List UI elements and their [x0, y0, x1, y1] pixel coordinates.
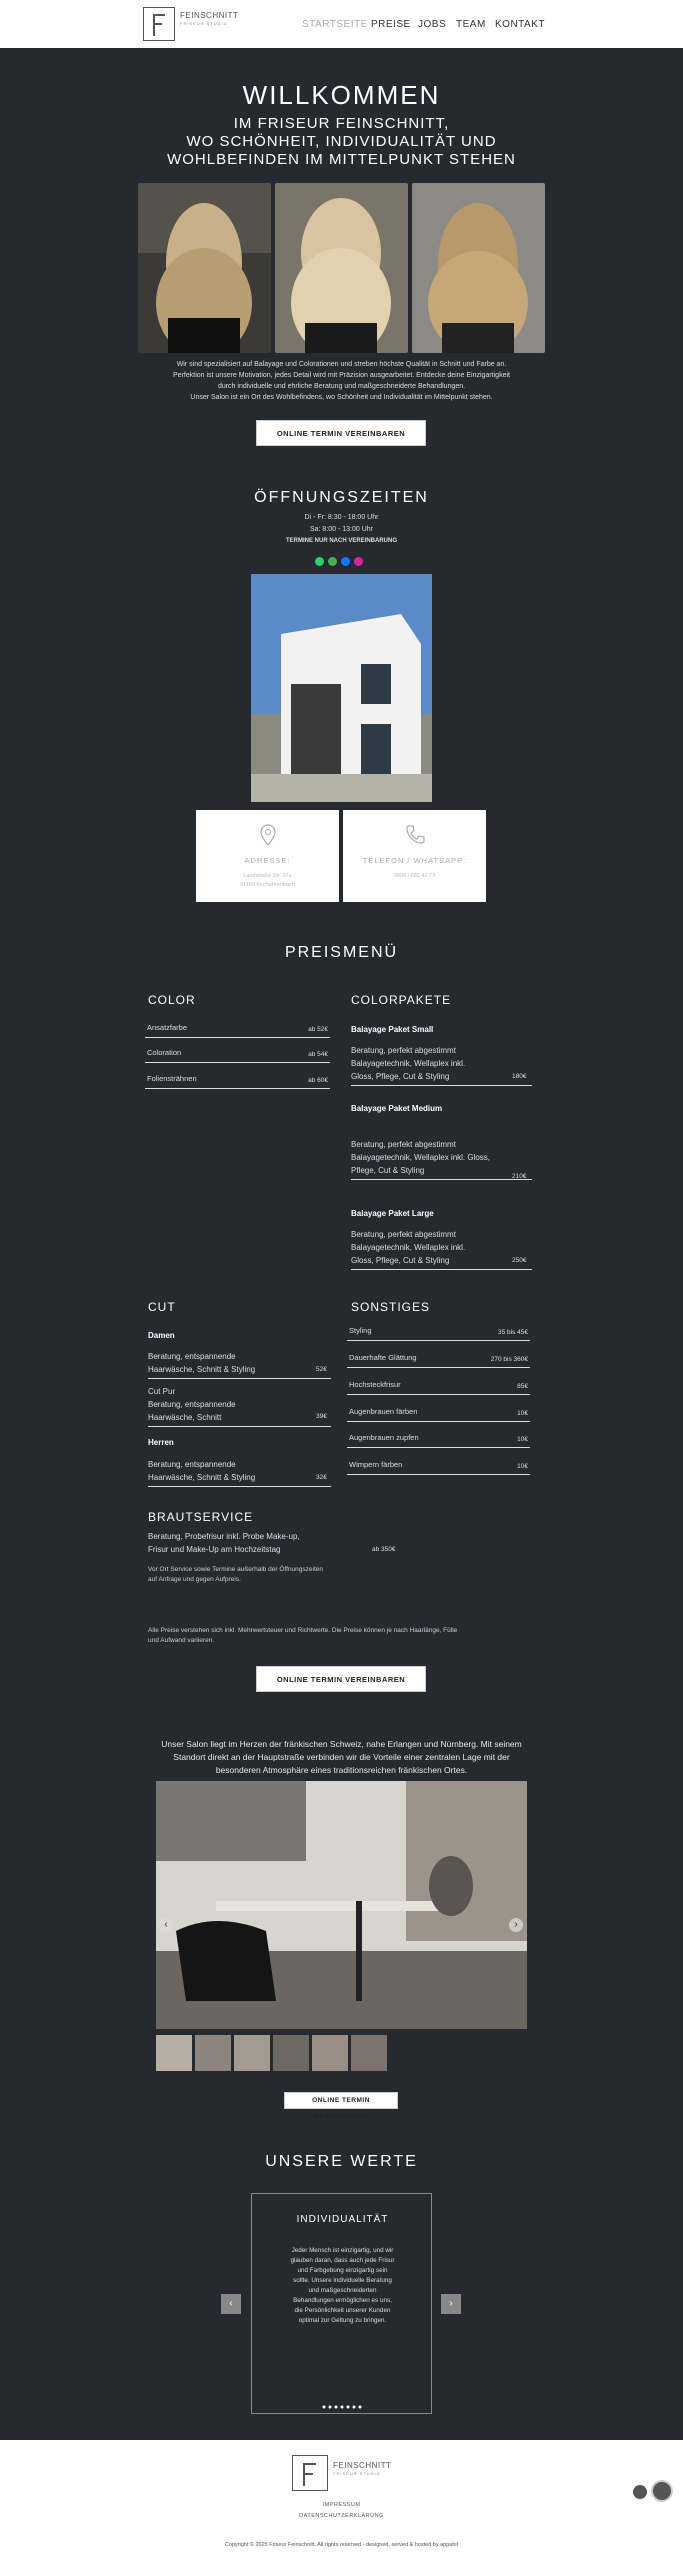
paket-medium-title: Balayage Paket Medium [351, 1104, 443, 1113]
welcome-title: WILLKOMMEN [242, 80, 441, 110]
herren-price: 32€ [316, 1474, 327, 1481]
values-title: UNSERE WERTE [265, 2153, 418, 2170]
color-title: COLOR [148, 993, 196, 1007]
hero-photo-3 [412, 183, 545, 353]
hero-photo-2 [275, 183, 408, 353]
site-footer [0, 2440, 683, 2560]
carousel-dots[interactable] [322, 2396, 364, 2400]
facebook-icon[interactable] [341, 557, 350, 566]
damen-desc: Beratung, entspannende Haarwäsche, Schnitt & Styling [148, 1350, 331, 1379]
whatsapp-icon[interactable] [315, 557, 324, 566]
chevron-left-icon[interactable]: ‹ [221, 2294, 241, 2314]
phone-icon[interactable] [328, 557, 337, 566]
address-lines: Landstraße Str. 17a 91180 Kirchehrenbach [240, 873, 295, 888]
paket-large-desc: Beratung, perfekt abgestimmt Balayagetechnik, Wellaplex inkl. Gloss, Pflege, Cut & Styling [351, 1228, 532, 1270]
damen-price: 52€ [316, 1366, 327, 1373]
salon-gallery-image [156, 1781, 527, 2029]
values-card-text: Jeder Mensch ist einzigartig, und wir glauben daran, dass auch jede Frisur und Farbgebung einzigartig sein sollte. Unsere individuelle Beratung und maßgeschneiderten Behandlungen ermöglichen es uns, die Persönlichkeit unserer Kunden optimal zur Geltung zu bringen. [290, 2247, 395, 2324]
values-card-title: INDIVIDUALITÄT [296, 2214, 389, 2225]
paket-medium-price: 210€ [512, 1173, 527, 1180]
logo-subtext: FRISEUR STUDIO [180, 21, 228, 26]
chevron-right-icon[interactable]: › [441, 2294, 461, 2314]
nav-team[interactable]: TEAM [456, 19, 486, 30]
price-disclaimer: Alle Preise verstehen sich inkl. Mehrwertsteuer und Richtwerte. Die Preise können je nach Haarlänge, Fülle und Aufwand variieren. [148, 1627, 458, 1644]
price-row: Coloration ab 54€ [145, 1045, 330, 1063]
gallery-thumbnail[interactable] [234, 2035, 270, 2071]
sonstiges-title: SONSTIGES [351, 1300, 431, 1314]
cutpur-desc: Cut Pur Beratung, entspannende Haarwäsche, Schnitt [148, 1385, 331, 1427]
values-card [251, 2193, 432, 2414]
hero-photo-1 [138, 183, 271, 353]
price-row: Augenbrauen färben 10€ [347, 1404, 530, 1422]
hours-weekdays: Di - Fr: 8:30 - 18:00 Uhr [304, 514, 379, 521]
footer-logo[interactable] [292, 2455, 328, 2491]
hours-note: TERMINE NUR NACH VEREINBARUNG [285, 538, 397, 544]
colorpakete-title: COLORPAKETE [351, 993, 452, 1007]
brautservice-title: BRAUTSERVICE [148, 1510, 254, 1524]
location-pin-icon [260, 824, 276, 846]
brautservice-desc: Beratung, Probefrisur inkl. Probe Make-up, Frisur und Make-Up am Hochzeitstag [148, 1532, 300, 1554]
herren-desc: Beratung, entspannende Haarwäsche, Schnitt & Styling [148, 1458, 331, 1487]
price-row: Ansatzfarbe ab 52€ [145, 1020, 330, 1038]
price-row: Styling 35 bis 45€ [347, 1323, 530, 1341]
gallery-thumbnail[interactable] [195, 2035, 231, 2071]
price-row: Foliensträhnen ab 60€ [145, 1071, 330, 1089]
paket-small-price: 180€ [512, 1073, 527, 1080]
paket-small-desc: Beratung, perfekt abgestimmt Balayagetechnik, Wellaplex inkl. Gloss, Pflege, Cut & Styling [351, 1044, 532, 1086]
book-online-button-2[interactable]: ONLINE TERMIN VEREINBAREN [256, 1666, 426, 1692]
price-row: Dauerhafte Glättung 270 bis 360€ [347, 1350, 530, 1368]
phone-number: 0999 / 680 41 73 [393, 873, 436, 879]
datenschutz-link[interactable]: DATENSCHUTZERKLÄRUNG [299, 2513, 384, 2519]
paket-small-title: Balayage Paket Small [351, 1025, 434, 1034]
hours-title: ÖFFNUNGSZEITEN [254, 489, 429, 506]
copyright: Copyright © 2025 Friseur Feinschnitt. All rights reserved - designed, served & hosted by appabit [224, 2542, 459, 2548]
gallery-thumbnail[interactable] [156, 2035, 192, 2071]
gallery-thumbnail[interactable] [273, 2035, 309, 2071]
nav-startseite[interactable]: STARTSEITE [302, 19, 368, 30]
herren-title: Herren [148, 1438, 174, 1447]
logo[interactable] [143, 7, 175, 41]
salon-building-photo [251, 574, 432, 802]
address-card[interactable] [196, 810, 339, 902]
price-row: Wimpern färben 10€ [347, 1457, 530, 1475]
cutpur-price: 39€ [316, 1413, 327, 1420]
price-title: PREISMENÜ [284, 944, 399, 961]
gallery-thumbnail[interactable] [312, 2035, 348, 2071]
book-online-button[interactable]: ONLINE TERMIN VEREINBAREN [256, 420, 426, 446]
paket-large-price: 250€ [512, 1257, 527, 1264]
footer-logo-subtext: FRISEUR STUDIO [333, 2471, 381, 2476]
gallery-thumbnail[interactable] [351, 2035, 387, 2071]
nav-jobs[interactable]: JOBS [418, 19, 447, 30]
footer-logo-text: FEINSCHNITT [333, 2461, 392, 2470]
scroll-top-button[interactable] [633, 2485, 647, 2499]
address-title: ADRESSE: [244, 856, 291, 865]
brautservice-price: ab 350€ [372, 1546, 396, 1553]
intro-text: Wir sind spezialisiert auf Balayage und Colorationen und streben höchste Qualität in Schnitt und Farbe an. Perfektion ist unsere Motivation, jedes Detail wird mit Präzision ausgearbeitet. Entdecke deine Einzigartigkeit durch individuelle und ehrliche Beratung und maßgeschneiderte Behandlungen. Unser Salon ist ein Ort des Wohlbefindens, wo Schönheit und Individualität im Mittelpunkt stehen. [173, 361, 510, 401]
phone-card[interactable] [343, 810, 486, 902]
site-header [0, 0, 683, 48]
paket-medium-desc: Beratung, perfekt abgestimmt Balayagetechnik, Wellaplex inkl. Gloss, Pflege, Cut & Styling [351, 1138, 532, 1180]
price-row: Hochsteckfrisur 85€ [347, 1377, 530, 1395]
damen-title: Damen [148, 1331, 175, 1340]
brautservice-note: Vor Ort Service sowie Termine außerhalb der Öffnungszeiten auf Anfrage und gegen Aufpreis. [148, 1566, 323, 1583]
impressum-link[interactable]: IMPRESSUM [322, 2502, 361, 2508]
chevron-right-icon[interactable]: › [509, 1918, 523, 1932]
logo-text: FEINSCHNITT [180, 11, 239, 20]
phone-icon [405, 824, 425, 844]
phone-title: TELEFON / WHATSAPP: [362, 856, 467, 865]
cut-title: CUT [148, 1300, 176, 1314]
welcome-subtitle: IM FRISEUR FEINSCHNITT, WO SCHÖNHEIT, INDIVIDUALITÄT UND WOHLBEFINDEN IM MITTELPUNKT STEHEN [167, 115, 516, 168]
hours-saturday: Sa: 8:00 - 13:00 Uhr [309, 526, 374, 533]
accessibility-button[interactable] [651, 2480, 673, 2502]
salon-description: Unser Salon liegt im Herzen der fränkischen Schweiz, nahe Erlangen und Nürnberg. Mit seinem Standort direkt an der Hauptstraße verbinden wir die Vorteile einer zentralen Lage mit der besonderen Atmosphäre eines traditionsreichen fränkischen Ortes. [161, 1739, 522, 1775]
nav-preise[interactable]: PREISE [371, 19, 411, 30]
chevron-left-icon[interactable]: ‹ [159, 1918, 173, 1932]
nav-kontakt[interactable]: KONTAKT [495, 19, 545, 30]
book-online-button-3[interactable]: ONLINE TERMIN VEREINBAREN [284, 2092, 398, 2109]
paket-large-title: Balayage Paket Large [351, 1209, 434, 1218]
price-row: Augenbrauen zupfen 10€ [347, 1430, 530, 1448]
instagram-icon[interactable] [354, 557, 363, 566]
